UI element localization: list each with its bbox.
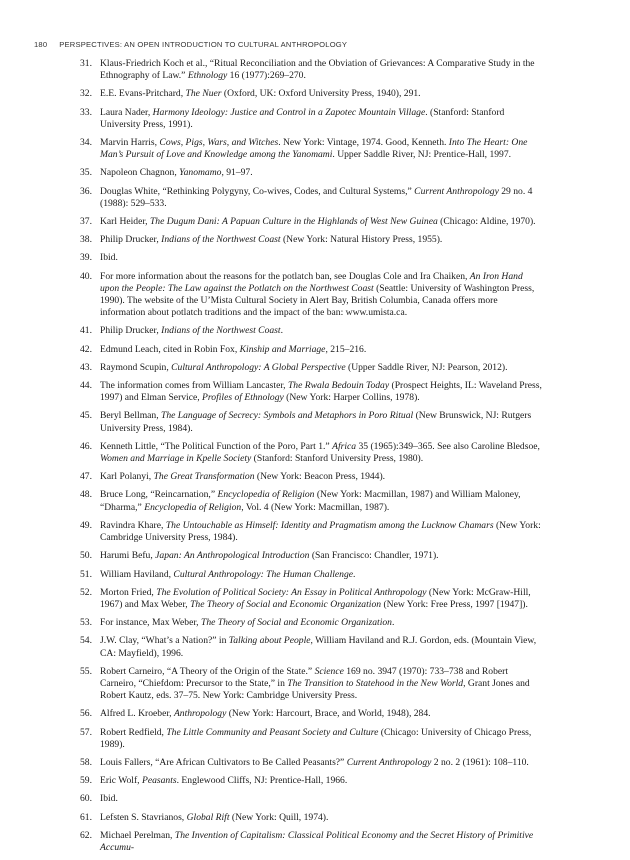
endnote-text-segment: Beryl Bellman, (100, 410, 162, 422)
endnote-text-segment: Harumi Befu, (100, 550, 156, 562)
endnote-text-segment: . Englewood Cliffs, NJ: Prentice-Hall, 1966. (176, 775, 348, 787)
endnote-title: Harmony Ideology: Justice and Control in a Zapotec Mountain Village (152, 106, 426, 118)
endnote-text-segment: , William Haviland and R.J. Gordon, eds. (Mountain View, CA: Mayfield), 1996. (100, 635, 537, 659)
endnote-text-segment: (New York: Harcourt, Brace, and World, 1948), 284. (226, 708, 431, 720)
endnote (80, 88, 544, 100)
endnote-text (100, 471, 385, 482)
endnote-text-segment: (Prospect Heights, IL: Waveland Press, 1997) and Elman Service, (100, 380, 542, 404)
endnote-text-segment: J.W. Clay, “What’s a Nation?” in (100, 635, 229, 647)
endnote-text-segment: . (Stanford: Stanford University Press, 1991). (100, 106, 505, 130)
endnote (80, 380, 544, 404)
endnote (80, 471, 544, 483)
endnote (80, 587, 544, 611)
endnote-text (100, 812, 328, 823)
endnote-text (100, 362, 508, 373)
endnote-title: Cultural Anthropology: The Human Challenge (173, 568, 354, 580)
endnote-text-segment: (New York: Free Press, 1997 [1947]). (381, 598, 528, 610)
endnote (80, 550, 544, 562)
endnote-number: 39. (80, 252, 92, 264)
endnote-text-segment: (New York: Natural History Press, 1955). (280, 234, 443, 246)
endnote-title: Yanomamo (179, 167, 222, 179)
endnote-text-segment: , Vol. 4 (New York: Macmillan, 1987). (241, 501, 390, 513)
endnote-number: 61. (80, 811, 92, 823)
endnote-number: 59. (80, 775, 92, 787)
endnote-number: 40. (80, 270, 92, 282)
endnotes-list (80, 58, 544, 860)
endnote-text (100, 252, 118, 263)
endnote-title: Profiles of Ethnology (202, 392, 284, 404)
endnote-title: The Theory of Social and Economic Organization (190, 598, 382, 610)
endnote-text-segment: Philip Drucker, (100, 325, 162, 337)
endnote-title: The Rwala Bedouin Today (287, 380, 390, 392)
endnote-text (100, 88, 421, 99)
endnote-text-segment: (Chicago: Aldine, 1970). (437, 216, 536, 228)
endnote-title: Global Rift (186, 811, 230, 823)
endnote-text (100, 830, 533, 853)
endnote-text-segment: (Chicago: University of Chicago Press, 1989). (100, 726, 532, 750)
endnote-title: The Evolution of Political Society: An Essay in Political Anthropology (156, 586, 427, 598)
endnote-title: The Invention of Capitalism: Classical Political Economy and the Secret History of Primitive Accumu- (100, 829, 534, 853)
endnote-number: 43. (80, 361, 92, 373)
endnote-number: 58. (80, 756, 92, 768)
endnote-text (100, 58, 535, 81)
endnote-number: 41. (80, 325, 92, 337)
endnote-title: Science (314, 665, 344, 677)
endnote-text (100, 666, 530, 701)
endnote (80, 775, 544, 787)
endnote-number: 50. (80, 550, 92, 562)
endnote-text-segment: For more information about the reasons for the potlatch ban, see Douglas Cole and Ira Chaiken, (100, 270, 470, 282)
endnote-text-segment: Raymond Scupin, (100, 361, 172, 373)
endnote-text (100, 167, 253, 178)
endnote-text-segment: (San Francisco: Chandler, 1971). (309, 550, 439, 562)
endnote (80, 727, 544, 751)
endnote-number: 48. (80, 489, 92, 501)
endnote-number: 32. (80, 88, 92, 100)
endnote-number: 45. (80, 410, 92, 422)
endnote-title: The Language of Secrecy: Symbols and Metaphors in Poro Ritual (161, 410, 414, 422)
endnote-text-segment: Ravindra Khare, (100, 519, 166, 531)
endnote-text (100, 186, 532, 209)
endnote-text-segment: . (280, 325, 283, 337)
endnote (80, 167, 544, 179)
endnote-text-segment: (New York: Cambridge University Press, 1984). (100, 519, 541, 544)
endnote-text-segment: 35 (1965):349–365. See also Caroline Bledsoe, (356, 440, 540, 452)
endnote-title: Anthropology (173, 708, 227, 720)
endnote-title: The Nuer (185, 88, 222, 100)
endnote-title: An Iron Hand upon the People: The Law against the Potlatch on the Northwest Coast (100, 270, 523, 294)
endnote (80, 635, 544, 659)
running-title: PERSPECTIVES: AN OPEN INTRODUCTION TO CULTURAL ANTHROPOLOGY (59, 40, 348, 49)
endnote-title: Japan: An Anthropological Introduction (155, 550, 310, 562)
endnote-text (100, 489, 521, 512)
endnote-text (100, 757, 529, 768)
endnote-text (100, 380, 542, 403)
endnote-text (100, 587, 531, 610)
endnote-title: The Dugum Dani: A Papuan Culture in the Highlands of West New Guinea (149, 216, 438, 228)
endnote-title: The Transition to Statehood in the New World (287, 677, 464, 689)
endnote (80, 234, 544, 246)
endnote-text-segment: . New York: Vintage, 1974. Good, Kenneth. (278, 137, 449, 149)
endnote (80, 489, 544, 513)
endnote-text-segment: 2 no. 2 (1961): 108–110. (431, 756, 529, 768)
endnote-title: Women and Marriage in Kpelle Society (100, 453, 252, 465)
endnote-text (100, 271, 534, 319)
endnote (80, 137, 544, 161)
endnote-title: Cultural Anthropology: A Global Perspective (171, 361, 346, 373)
endnote (80, 793, 544, 805)
endnote-text-segment: . (391, 617, 395, 629)
page-number: 180 (34, 40, 48, 49)
endnote-text (100, 137, 527, 160)
endnote-text-segment: Louis Fallers, “Are African Cultivators to Be Called Peasants?” (100, 756, 347, 768)
endnote-text-segment: Kenneth Little, “The Political Function of the Poro, Part 1.” (100, 440, 333, 452)
endnote-text-segment: Robert Carneiro, “A Theory of the Origin of the State.” (100, 665, 315, 677)
endnote (80, 252, 544, 264)
endnote-text-segment: Ibid. (100, 252, 118, 264)
endnote-text-segment: (Upper Saddle River, NJ: Pearson, 2012). (345, 361, 508, 373)
endnote-number: 60. (80, 793, 92, 805)
endnote-text-segment: (New York: Macmillan, 1987) and William Maloney, “Dharma,” (100, 489, 521, 513)
endnote-number: 51. (80, 568, 92, 580)
endnote (80, 186, 544, 210)
endnote-number: 49. (80, 519, 92, 531)
endnote-number: 53. (80, 617, 92, 629)
endnote-number: 56. (80, 708, 92, 720)
endnote-text-segment: Eric Wolf, (100, 775, 142, 787)
endnote-text-segment: Philip Drucker, (100, 234, 162, 246)
endnote (80, 617, 544, 629)
endnote-title: Indians of the Northwest Coast (161, 234, 281, 246)
endnote-title: Talking about People (228, 635, 311, 647)
endnote-title: Into The Heart: One Man’s Pursuit of Love and Knowledge among the Yanomami (100, 137, 528, 161)
endnote-title: Current Anthropology (346, 756, 432, 768)
endnote-text-segment: 16 (1977):269–270. (227, 70, 306, 82)
endnote-text-segment: . Upper Saddle River, NJ: Prentice-Hall, 1997. (332, 149, 512, 161)
endnote (80, 812, 544, 824)
endnote (80, 362, 544, 374)
endnote-number: 44. (80, 380, 92, 392)
endnote (80, 216, 544, 228)
endnote-number: 46. (80, 440, 92, 452)
endnote-text-segment: Douglas White, “Rethinking Polygyny, Co-wives, Codes, and Cultural Systems,” (100, 185, 415, 197)
endnote (80, 271, 544, 320)
endnote-text-segment: Michael Perelman, (100, 829, 175, 841)
endnote-number: 57. (80, 726, 92, 738)
endnote-text (100, 775, 347, 786)
endnote-text-segment: Alfred L. Kroeber, (100, 708, 174, 720)
endnote-title: Kinship and Marriage (239, 343, 326, 355)
endnote (80, 757, 544, 769)
endnote-text-segment: Bruce Long, “Reincarnation,” (100, 489, 218, 501)
endnote-text-segment: Morton Fried, (100, 586, 157, 598)
endnote (80, 107, 544, 131)
endnote-text-segment: (Stanford: Stanford University Press, 1980). (251, 453, 424, 465)
endnote-text-segment: Ibid. (100, 793, 118, 805)
endnote-number: 52. (80, 586, 92, 598)
endnote (80, 344, 544, 356)
endnote (80, 830, 544, 854)
running-header (34, 40, 347, 49)
endnote-text-segment: 29 no. 4 (1988): 529–533. (100, 185, 533, 209)
endnote-text-segment: E.E. Evans-Pritchard, (100, 88, 186, 100)
endnote-text (100, 107, 504, 130)
endnote-number: 31. (80, 58, 92, 69)
endnote-number: 42. (80, 343, 92, 355)
endnote-text-segment: Napoleon Chagnon, (100, 167, 180, 179)
endnote-text-segment: Klaus-Friedrich Koch et al., “Ritual Reconciliation and the Obviation of Grievances: A Comparative Study in the Ethnography of Law.” (100, 58, 535, 82)
endnote-number: 37. (80, 216, 92, 228)
endnote-text-segment: (New Brunswick, NJ: Rutgers University Press, 1984). (100, 410, 532, 434)
endnote (80, 325, 544, 337)
endnote (80, 410, 544, 434)
endnote-text-segment: Lefsten S. Stavrianos, (100, 811, 187, 823)
endnote-title: The Untouchable as Himself: Identity and Pragmatism among the Lucknow Chamars (165, 519, 494, 531)
endnote-title: Current Anthropology (414, 185, 499, 197)
endnote-title: Africa (332, 440, 357, 452)
endnote-text-segment: Robert Redfield, (100, 726, 167, 738)
endnote-text-segment: Edmund Leach, cited in Robin Fox, (100, 343, 240, 355)
endnote-text (100, 441, 540, 464)
endnote-number: 34. (80, 137, 92, 149)
endnote (80, 569, 544, 581)
endnote-number: 35. (80, 167, 92, 179)
endnote-text (100, 410, 531, 433)
endnote-text-segment: Laura Nader, (100, 106, 153, 118)
endnote-title: Peasants (141, 775, 177, 787)
endnote-number: 33. (80, 106, 92, 118)
endnote-text-segment: , 91–97. (221, 167, 253, 179)
endnote-text-segment: William Haviland, (100, 568, 174, 580)
endnote-title: Cows, Pigs, Wars, and Witches (159, 137, 279, 149)
endnote-text-segment: Karl Heider, (100, 216, 150, 228)
endnote-text-segment: (Oxford, UK: Oxford University Press, 1940), 291. (221, 88, 421, 100)
endnote-text (100, 635, 536, 658)
endnote-title: The Great Transformation (153, 471, 255, 483)
endnote-text (100, 520, 541, 543)
endnote-title: Encyclopedia of Religion (144, 501, 242, 513)
endnote-number: 47. (80, 471, 92, 483)
endnote-text (100, 708, 431, 719)
endnote-text-segment: The information comes from William Lancaster, (100, 380, 288, 392)
endnote-text (100, 617, 394, 628)
endnote-title: Indians of the Northwest Coast (161, 325, 281, 337)
endnote-text-segment: , Grant Jones and Robert Kautz, eds. 37–75. New York: Cambridge University Press. (100, 677, 530, 702)
endnote-number: 54. (80, 635, 92, 647)
endnote-text-segment: (Seattle: University of Washington Press, 1990). The website of the U’Mista Cultural Society in Alert Bay, British Columbia, Canada offers more information about potlatch traditions and the impact of the ban: www.umista.ca. (100, 282, 535, 319)
endnote-text (100, 216, 536, 227)
endnote-title: Ethnology (187, 70, 228, 82)
endnote-text (100, 325, 283, 336)
endnote-number: 55. (80, 665, 92, 677)
endnote-text (100, 234, 442, 245)
endnote-text-segment: Karl Polanyi, (100, 471, 154, 483)
endnote-number: 62. (80, 829, 92, 841)
endnote-number: 36. (80, 185, 92, 197)
endnote (80, 58, 544, 82)
endnote-title: Encyclopedia of Religion (217, 489, 315, 501)
endnote-title: The Little Community and Peasant Society and Culture (166, 726, 379, 738)
endnote-title: The Theory of Social and Economic Organization (200, 617, 392, 629)
endnote-text-segment: (New York: Beacon Press, 1944). (254, 471, 386, 483)
endnote-text (100, 550, 439, 561)
endnote (80, 666, 544, 703)
endnote-text-segment: , 215–216. (325, 343, 367, 355)
endnote-text-segment: (New York: Harper Collins, 1978). (283, 392, 420, 404)
endnote-text-segment: Marvin Harris, (100, 137, 160, 149)
endnote-text-segment: For instance, Max Weber, (100, 617, 201, 629)
endnote-text (100, 344, 366, 355)
endnote (80, 441, 544, 465)
endnote-number: 38. (80, 234, 92, 246)
endnote (80, 520, 544, 544)
endnote-text (100, 793, 118, 804)
endnote-text-segment: 169 no. 3947 (1970): 733–738 and Robert Carneiro, “Chiefdom: Precursor to the State,” in (100, 665, 509, 689)
endnote-text-segment: (New York: McGraw-Hill, 1967) and Max Weber, (100, 586, 531, 610)
endnote-text (100, 727, 531, 750)
endnote-text (100, 569, 355, 580)
endnote-text-segment: . (353, 568, 356, 580)
endnote (80, 708, 544, 720)
endnote-text-segment: (New York: Quill, 1974). (229, 811, 329, 823)
